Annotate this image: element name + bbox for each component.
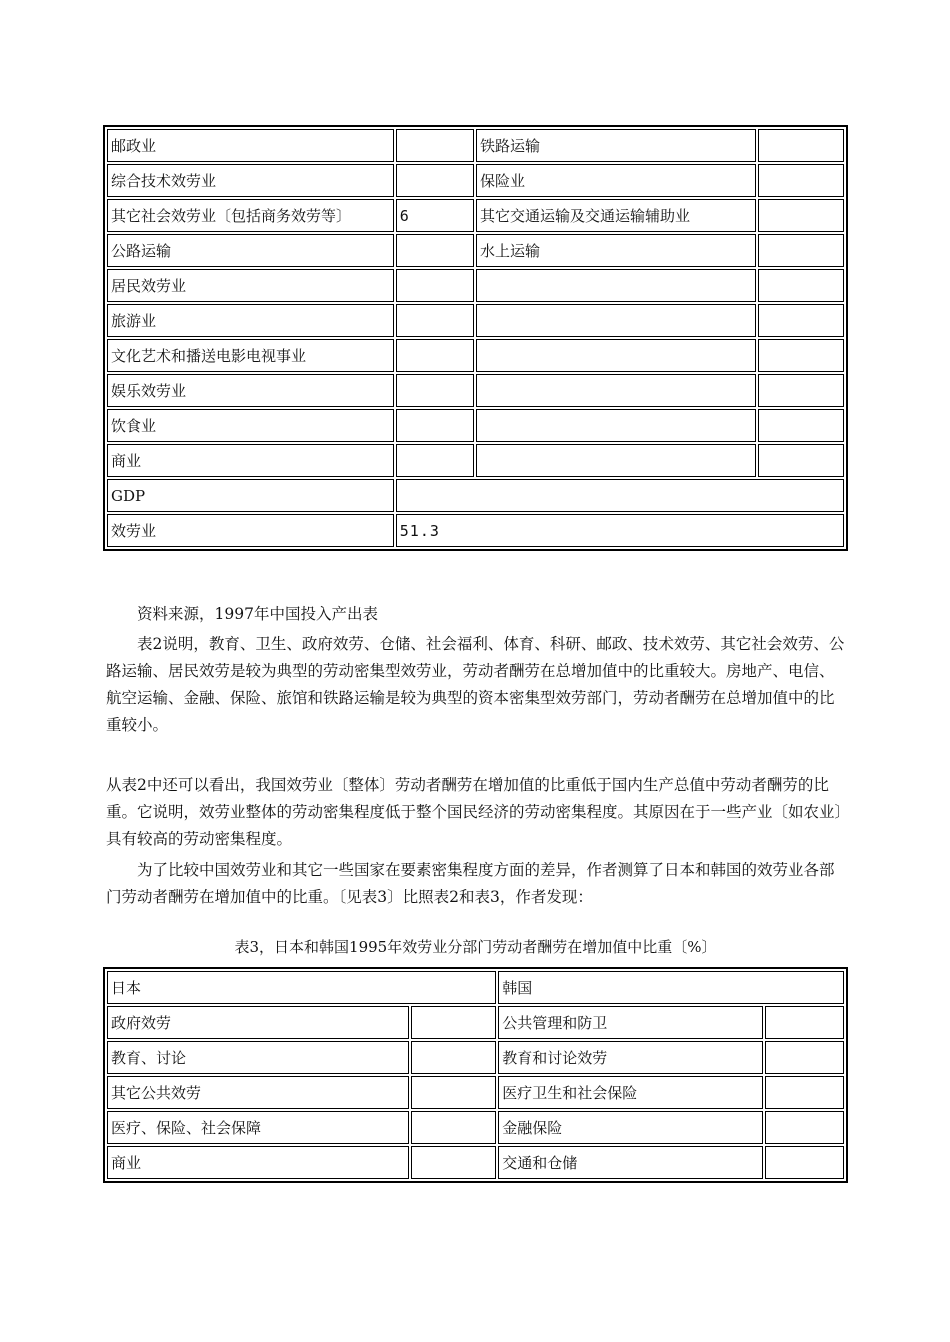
korea-sector-label: 交通和仓储 — [498, 1146, 763, 1179]
table-row — [107, 339, 844, 372]
sector-label: 其它交通运输及交通运输辅助业 — [476, 199, 756, 232]
table-2 — [103, 125, 848, 551]
sector-label: 商业 — [107, 444, 394, 477]
sector-label: 保险业 — [476, 164, 756, 197]
sector-value — [396, 374, 474, 407]
sector-value — [758, 374, 844, 407]
sector-value — [396, 234, 474, 267]
sector-label: 公路运输 — [107, 234, 394, 267]
japan-sector-value — [411, 1041, 496, 1074]
sector-value — [396, 164, 474, 197]
korea-sector-value — [765, 1041, 844, 1074]
table-row — [107, 479, 844, 512]
sector-label — [476, 409, 756, 442]
korea-sector-value — [765, 1076, 844, 1109]
sector-label: 居民效劳业 — [107, 269, 394, 302]
korea-sector-label: 医疗卫生和社会保险 — [498, 1076, 763, 1109]
table-3-caption: 表3，日本和韩国1995年效劳业分部门劳动者酬劳在增加值中比重〔%〕 — [234, 938, 717, 956]
table-row — [107, 1111, 844, 1144]
sector-label: 其它社会效劳业〔包括商务效劳等〕 — [107, 199, 394, 232]
korea-sector-label: 公共管理和防卫 — [498, 1006, 763, 1039]
sector-label — [476, 374, 756, 407]
table-row — [107, 164, 844, 197]
sector-label: 娱乐效劳业 — [107, 374, 394, 407]
sector-label — [476, 304, 756, 337]
japan-sector-label: 医疗、保险、社会保障 — [107, 1111, 409, 1144]
table-row — [107, 1006, 844, 1039]
table-2-grid — [105, 127, 846, 549]
japan-sector-value — [411, 1111, 496, 1144]
table-3 — [103, 967, 848, 1183]
paragraph-1: 表2说明，教育、卫生、政府效劳、仓储、社会福利、体育、科研、邮政、技术效劳、其它社会效劳、公路运输、居民效劳是较为典型的劳动密集型效劳业，劳动者酬劳在总增加值中的比重较大。房地产、电信、航空运输、金融、保险、旅馆和铁路运输是较为典型的资本密集型效劳部门，劳动者酬劳在总增加值中的比重较小。 — [106, 635, 845, 734]
table-row — [107, 409, 844, 442]
sector-value — [396, 269, 474, 302]
table-row — [107, 444, 844, 477]
summary-value: 51.3 — [396, 514, 844, 547]
japan-sector-value — [411, 1146, 496, 1179]
sector-label — [476, 269, 756, 302]
table-3-grid — [105, 969, 846, 1181]
sector-label: 水上运输 — [476, 234, 756, 267]
summary-value — [396, 479, 844, 512]
paragraph-3: 为了比较中国效劳业和其它一些国家在要素密集程度方面的差异，作者测算了日本和韩国的效劳业各部门劳动者酬劳在增加值中的比重。〔见表3〕比照表2和表3，作者发现： — [106, 861, 835, 906]
paragraph-2: 从表2中还可以看出，我国效劳业〔整体〕劳动者酬劳在增加值的比重低于国内生产总值中劳动者酬劳的比重。它说明，效劳业整体的劳动密集程度低于整个国民经济的劳动密集程度。其原因在于一些产业〔如农业〕具有较高的劳动密集程度。 — [106, 776, 843, 848]
sector-value — [758, 269, 844, 302]
source-note: 资料来源，1997年中国投入产出表 — [137, 605, 378, 623]
korea-sector-value — [765, 1146, 844, 1179]
japan-sector-label: 其它公共效劳 — [107, 1076, 409, 1109]
japan-sector-label: 教育、讨论 — [107, 1041, 409, 1074]
sector-label: 文化艺术和播送电影电视事业 — [107, 339, 394, 372]
sector-value — [758, 444, 844, 477]
sector-label: 饮食业 — [107, 409, 394, 442]
sector-value — [396, 339, 474, 372]
korea-sector-label: 教育和讨论效劳 — [498, 1041, 763, 1074]
korea-sector-value — [765, 1006, 844, 1039]
table-row — [107, 1076, 844, 1109]
sector-value — [758, 234, 844, 267]
sector-value — [758, 339, 844, 372]
sector-value — [396, 129, 474, 162]
table-row — [107, 269, 844, 302]
table-row — [107, 304, 844, 337]
table-row — [107, 971, 844, 1004]
japan-sector-value — [411, 1076, 496, 1109]
table-row — [107, 1041, 844, 1074]
summary-label: GDP — [107, 479, 394, 512]
sector-value — [396, 304, 474, 337]
sector-label — [476, 339, 756, 372]
table-row — [107, 129, 844, 162]
sector-value — [758, 409, 844, 442]
sector-label: 铁路运输 — [476, 129, 756, 162]
sector-value — [758, 199, 844, 232]
sector-value — [758, 129, 844, 162]
sector-label: 旅游业 — [107, 304, 394, 337]
summary-label: 效劳业 — [107, 514, 394, 547]
korea-sector-label: 金融保险 — [498, 1111, 763, 1144]
table-3-body — [107, 971, 844, 1179]
sector-label: 综合技术效劳业 — [107, 164, 394, 197]
country-header-korea: 韩国 — [498, 971, 844, 1004]
korea-sector-value — [765, 1111, 844, 1144]
sector-value — [396, 444, 474, 477]
table-row — [107, 199, 844, 232]
table-row — [107, 1146, 844, 1179]
japan-sector-label: 政府效劳 — [107, 1006, 409, 1039]
sector-label — [476, 444, 756, 477]
table-2-body — [107, 129, 844, 547]
country-header-japan: 日本 — [107, 971, 496, 1004]
japan-sector-value — [411, 1006, 496, 1039]
sector-value — [758, 304, 844, 337]
sector-value — [758, 164, 844, 197]
table-row — [107, 234, 844, 267]
sector-label: 邮政业 — [107, 129, 394, 162]
japan-sector-label: 商业 — [107, 1146, 409, 1179]
table-row — [107, 514, 844, 547]
sector-value: 6 — [396, 199, 474, 232]
sector-value — [396, 409, 474, 442]
table-row — [107, 374, 844, 407]
